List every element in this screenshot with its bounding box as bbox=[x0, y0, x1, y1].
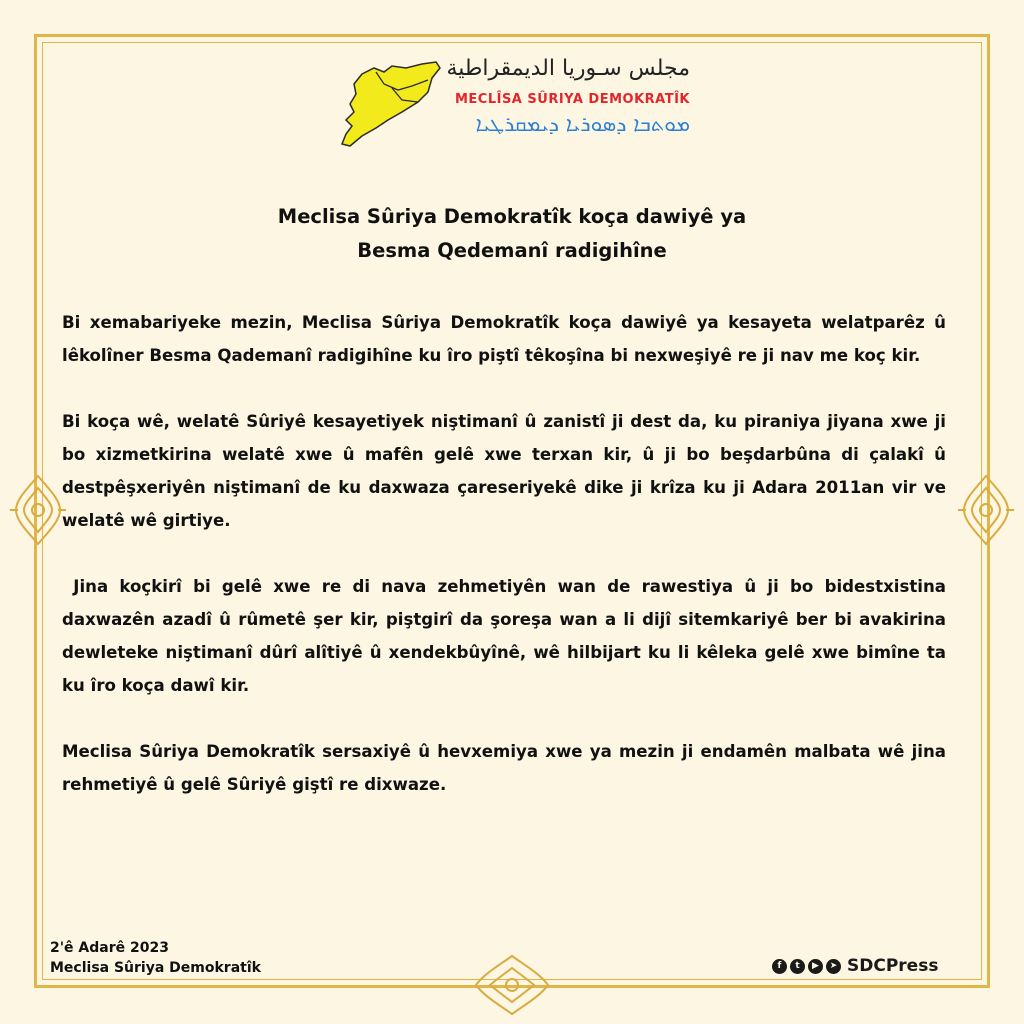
page-title bbox=[150, 200, 874, 268]
paragraph-4: Meclisa Sûriya Demokratîk sersaxiyê û hevxemiya xwe ya mezin ji endamên malbata wê jina rehmetiyê û gelê Sûriyê giştî re dixwaze. bbox=[62, 742, 946, 794]
twitter-icon[interactable]: t bbox=[790, 959, 805, 974]
logo bbox=[332, 54, 702, 158]
title-line-1: Meclisa Sûriya Demokratîk koça dawiyê ya bbox=[277, 205, 747, 228]
paragraph-2: Bi koça wê, welatê Sûriyê kesayetiyek niştimanî û zanistî ji dest da, ku piraniya jiyana xwe ji bo xizmetkirina welatê xwe û mafên gelê xwe terxan kir, û ji bo beşdarbûna di çalakî û destpêşxeriyên niştimanî de ku daxwaza çareseriyekê dike ji krîza ku ji Adara 2011an vir ve welatê wê girtiye. bbox=[62, 412, 946, 530]
telegram-icon[interactable]: ➤ bbox=[826, 959, 841, 974]
logo-arabic-text: مجلس سـوريا الديمقراطية bbox=[446, 56, 690, 81]
paragraph-3: Jina koçkirî bi gelê xwe re di nava zehmetiyên wan de rawestiya û ji bo bidestxistina daxwazên azadî û rûmetê şer kir, piştgirî da şoreşa wan a li dijî sitemkariyê ber bi avakirina dewleteke niştimanî dûrî alîtiyê û xendekbûyînê, wê hilbijart ku li kêleka gelê xwe bimîne ta ku îro koça dawî kir. bbox=[62, 577, 952, 695]
youtube-icon[interactable]: ▶ bbox=[808, 959, 823, 974]
statement-body bbox=[62, 306, 952, 834]
right-ornament-icon bbox=[956, 472, 1016, 548]
social-handle-block bbox=[772, 952, 972, 980]
syria-map-icon bbox=[332, 54, 444, 154]
logo-syriac-text: ܡܘܬܒܐ ܕܣܘܪܝܐ ܕܝܡܩܪܛܝܐ bbox=[475, 112, 690, 136]
paragraph-1: Bi xemabariyeke mezin, Meclisa Sûriya Demokratîk koça dawiyê ya kesayeta welatparêz û lêkolîner Besma Qademanî radigihîne ku îro piştî têkoşîna bi nexweşiyê re ji nav me koç kir. bbox=[62, 313, 946, 365]
footer-signature: Meclisa Sûriya Demokratîk bbox=[50, 960, 261, 976]
footer-signature-block bbox=[50, 938, 370, 978]
left-ornament-icon bbox=[8, 472, 68, 548]
logo-kurdish-text: MECLÎSA SÛRIYA DEMOKRATÎK bbox=[454, 92, 690, 107]
footer-date: 2'ê Adarê 2023 bbox=[50, 940, 169, 956]
facebook-icon[interactable]: f bbox=[772, 959, 787, 974]
bottom-ornament-icon bbox=[470, 952, 554, 1018]
title-line-2: Besma Qedemanî radigihîne bbox=[357, 239, 667, 262]
social-handle: SDCPress bbox=[847, 956, 939, 976]
